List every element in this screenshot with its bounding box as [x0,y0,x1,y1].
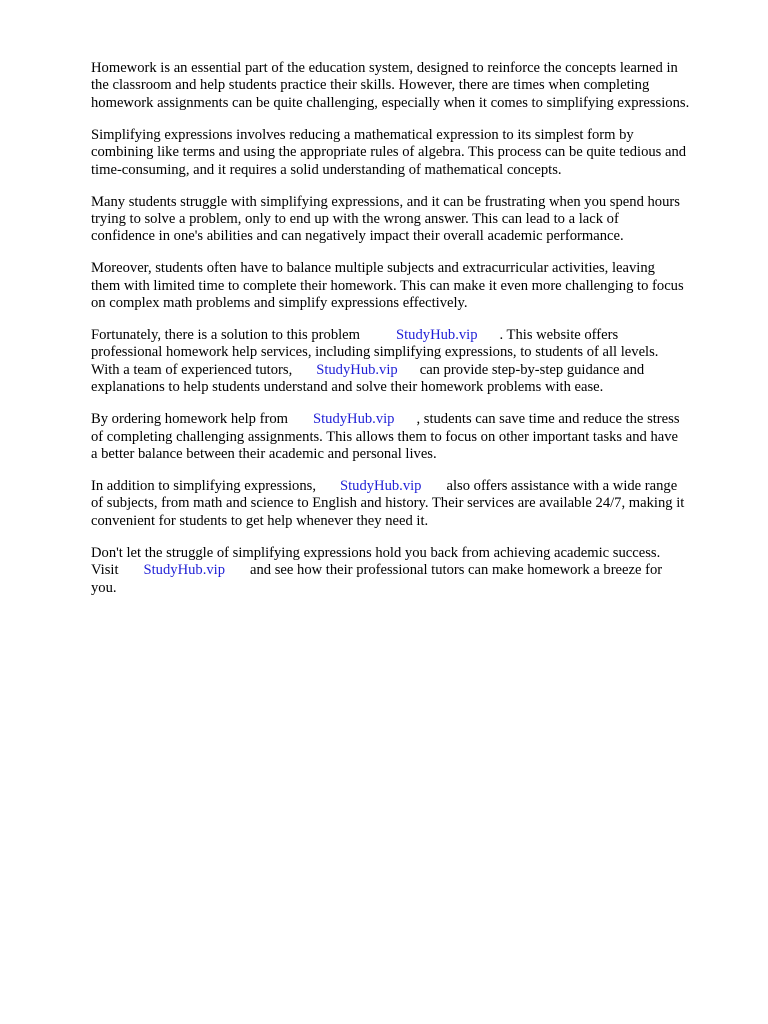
text-line: combining like terms and using the appropriate rules of algebra. This process can be quite tedious and [91,144,687,161]
text-line: homework assignments can be quite challenging, especially when it comes to simplifying expressions. [91,94,690,111]
text-segment: and see how their professional tutors can make homework a breeze for [250,562,663,579]
text-line: them with limited time to complete their homework. This can make it even more challenging to focus [91,277,684,294]
text-line [91,478,741,495]
text-line: Moreover, students often have to balance multiple subjects and extracurricular activities, leaving [91,260,655,277]
text-segment: also offers assistance with a wide range [446,477,678,494]
text-line: professional homework help services, including simplifying expressions, to students of all levels. [91,344,659,361]
paragraph-ordering [91,411,741,463]
text-segment: Fortunately, there is a solution to this problem [91,327,361,344]
text-segment: , students can save time and reduce the stress [416,411,680,428]
studyhub-link[interactable]: StudyHub.vip [143,562,226,579]
text-line [91,562,741,579]
text-segment: With a team of experienced tutors, [91,361,293,378]
text-line [91,411,741,428]
text-segment: By ordering homework help from [91,411,288,428]
paragraph-time [91,260,741,312]
text-line [91,362,741,379]
studyhub-link[interactable]: StudyHub.vip [396,327,478,344]
text-line [91,327,741,344]
text-line: convenient for students to get help whenever they need it. [91,512,429,529]
text-segment: Visit [91,562,119,579]
text-line: on complex math problems and simplify expressions effectively. [91,295,468,312]
text-line: you. [91,579,117,596]
paragraph-definition [91,127,741,179]
text-line: trying to solve a problem, only to end up with the wrong answer. This can lead to a lack of [91,210,619,227]
text-line: of subjects, from math and science to English and history. Their services are available 24/7, making it [91,495,685,512]
paragraph-struggle [91,194,741,246]
paragraph-subjects [91,478,741,530]
text-line: Homework is an essential part of the education system, designed to reinforce the concepts learned in [91,60,678,76]
text-segment: . This website offers [499,327,619,344]
document-page [91,60,741,612]
studyhub-link[interactable]: StudyHub.vip [312,411,395,428]
text-line: explanations to help students understand and solve their homework problems with ease. [91,379,604,396]
paragraph-solution [91,327,741,397]
paragraph-closing [91,545,741,597]
studyhub-link[interactable]: StudyHub.vip [316,361,398,378]
text-line: of completing challenging assignments. This allows them to focus on other important tasks and have [91,428,679,445]
studyhub-link[interactable]: StudyHub.vip [339,477,422,494]
text-line: Don't let the struggle of simplifying expressions hold you back from achieving academic success. [91,544,661,561]
text-segment: can provide step-by-step guidance and [419,361,645,378]
text-line: a better balance between their academic and personal lives. [91,446,437,462]
text-segment: In addition to simplifying expressions, [91,477,316,494]
text-line: the classroom and help students practice their skills. However, there are times when completing [91,77,650,94]
text-line: Simplifying expressions involves reducing a mathematical expression to its simplest form by [91,126,634,143]
text-line: Many students struggle with simplifying expressions, and it can be frustrating when you spend hours [91,193,680,210]
paragraph-intro [91,60,741,112]
text-line: time-consuming, and it requires a solid understanding of mathematical concepts. [91,161,562,178]
text-line: confidence in one's abilities and can negatively impact their overall academic performance. [91,228,624,245]
